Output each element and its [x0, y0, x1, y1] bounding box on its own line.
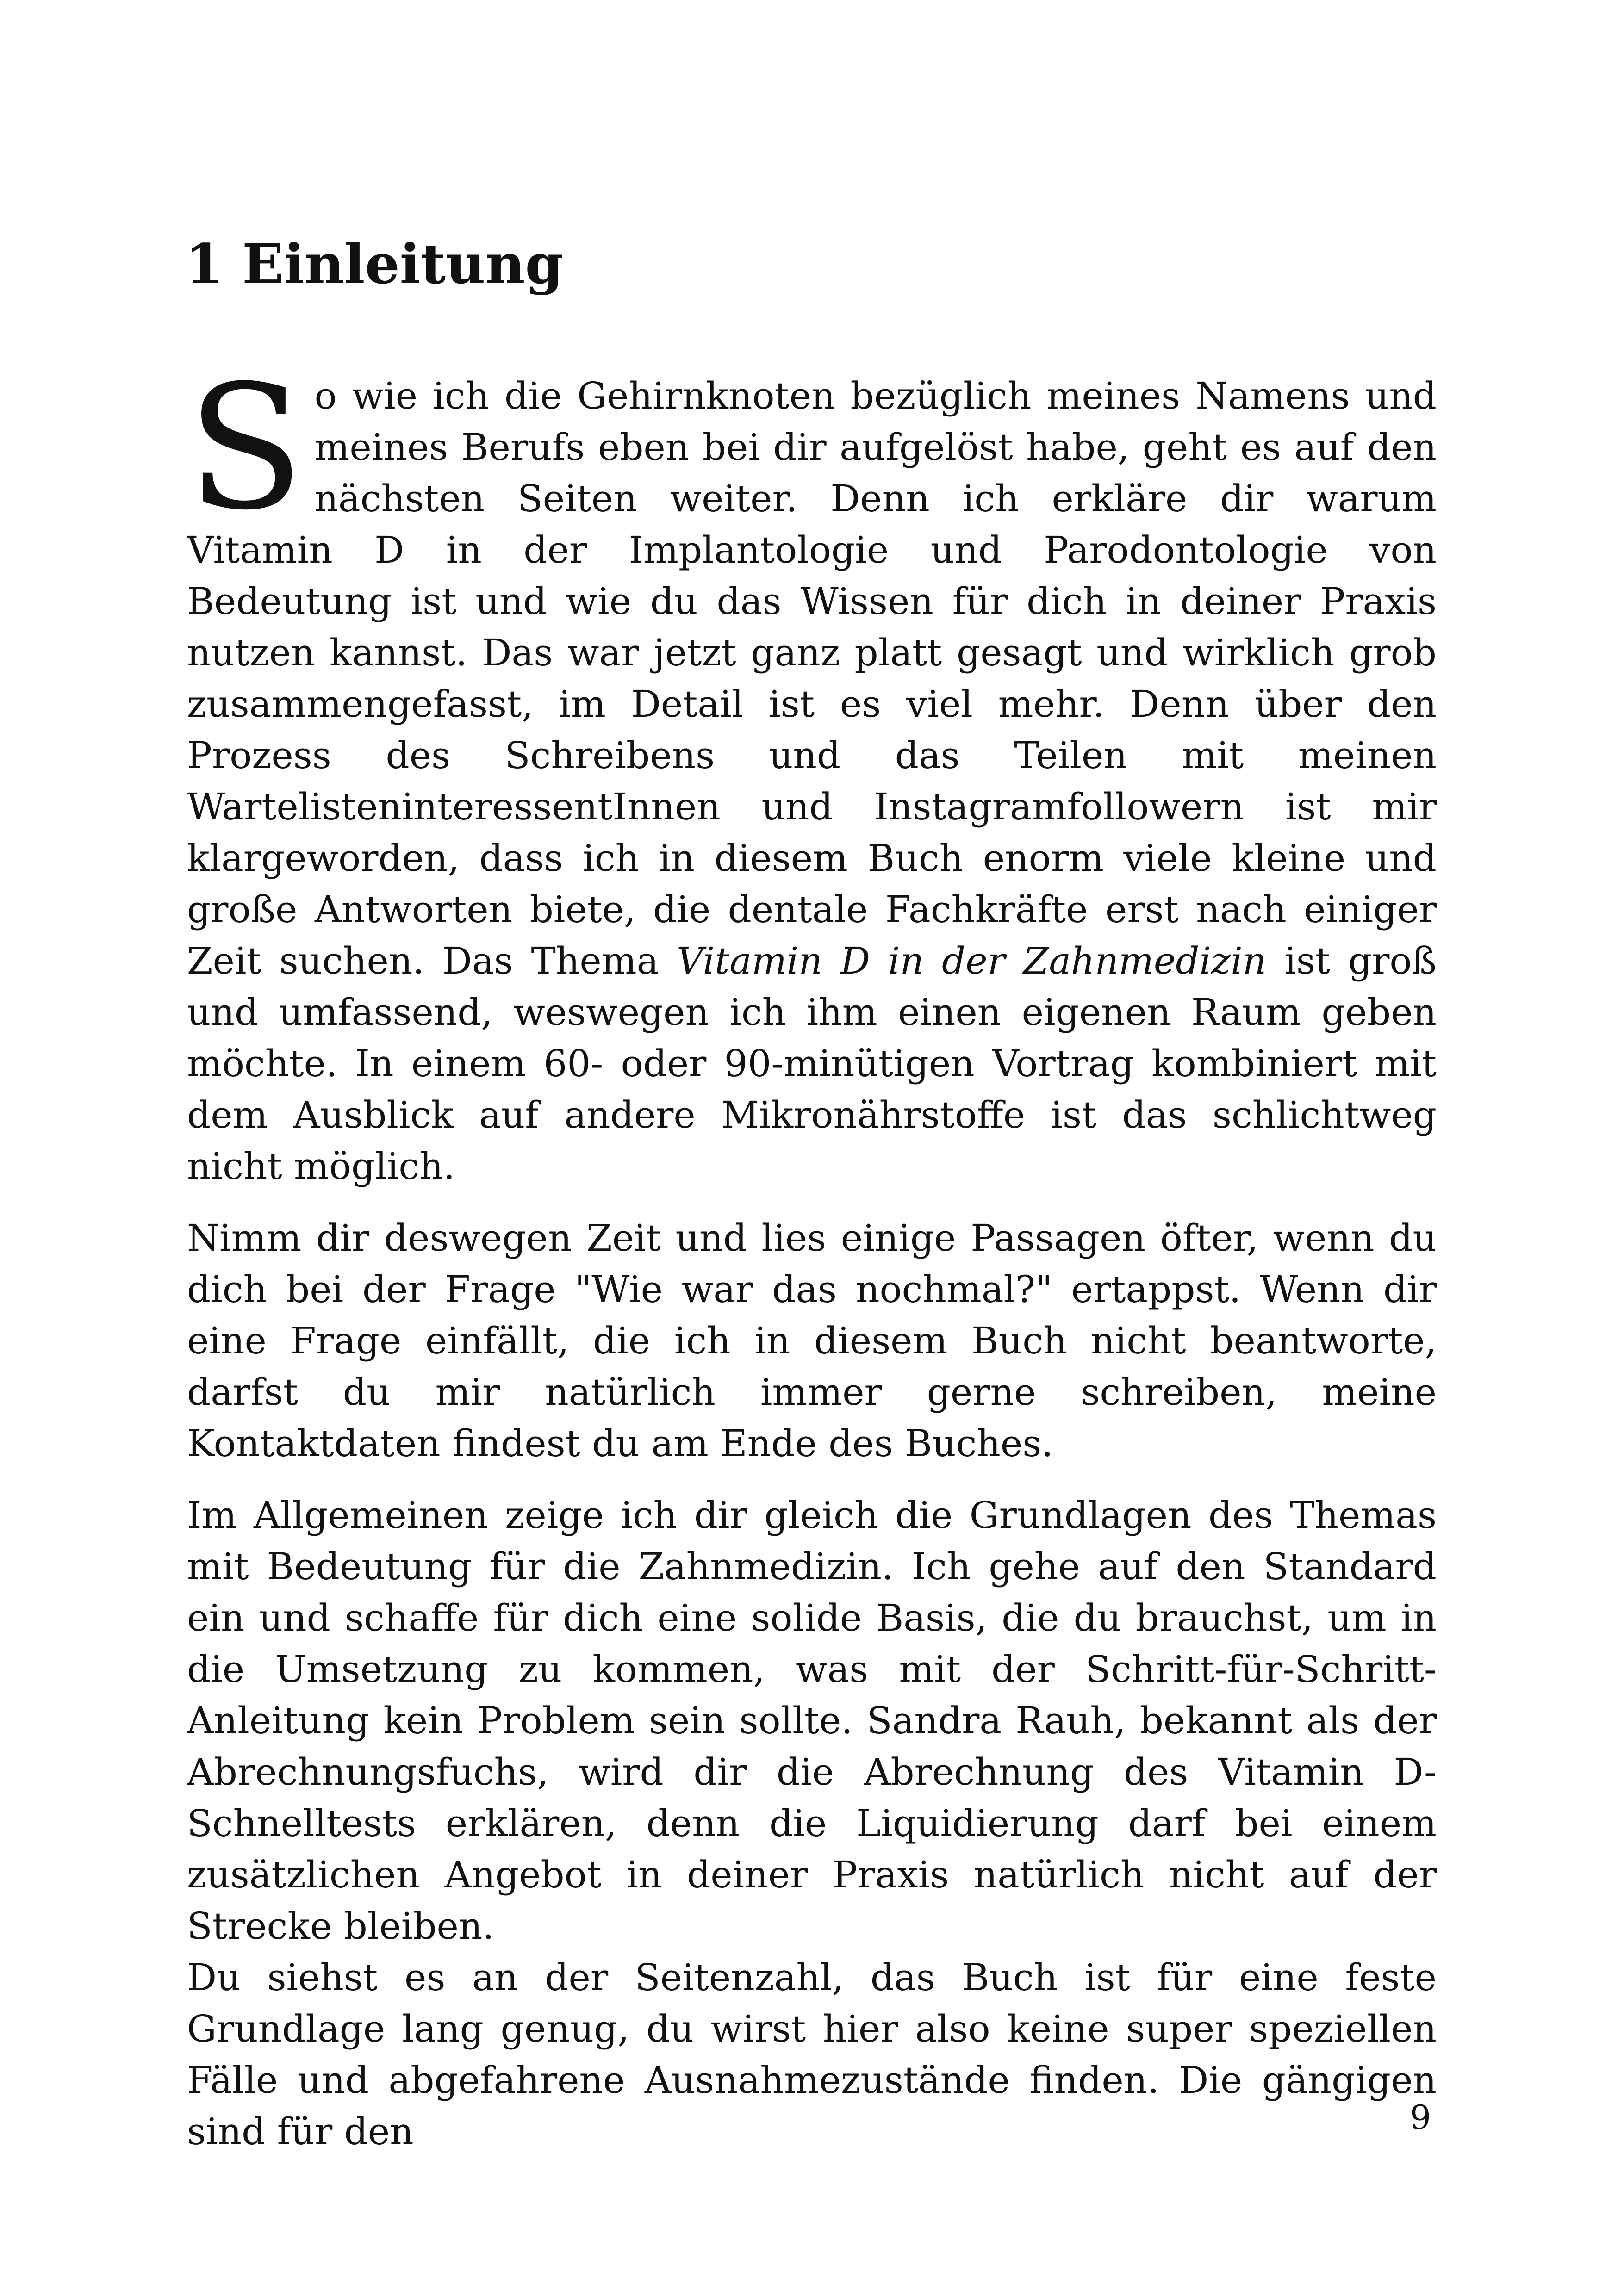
page-number: 9 — [1410, 2098, 1431, 2137]
paragraph-intro-text-a: o wie ich die Gehirnknoten bezüglich meines Namens und meines Berufs eben bei dir aufgelöst habe, geht es auf den nächsten Seiten weiter. Denn ich erkläre dir warum Vitamin D in der Implantologie und Parodontologie von Bedeutung ist und wie du das Wissen für dich in deiner Praxis nutzen kannst. Das war jetzt ganz platt gesagt und wirklich grob zusammengefasst, im Detail ist es viel mehr. Denn über den Prozess des Schreibens und das Teilen mit meinen WartelisteninteressentInnen und Instagramfollowern ist mir klargeworden, dass ich in diesem Buch enorm viele kleine und große Antworten biete, die dentale Fachkräfte erst nach einiger Zeit suchen. Das Thema — [187, 374, 1437, 982]
paragraph-take-time: Nimm dir deswegen Zeit und lies einige Passagen öfter, wenn du dich bei der Frage "Wie war das nochmal?" ertappst. Wenn dir eine Frage einfällt, die ich in diesem Buch nicht beantworte, darfst du mir natürlich immer gerne schreiben, meine Kontaktdaten findest du am Ende des Buches. — [187, 1216, 1437, 1465]
paragraph-intro-text-b: ist groß und umfassend, weswegen ich ihm einen eigenen Raum geben möchte. In einem 60- oder 90-minütigen Vortrag kombiniert mit dem Ausblick auf andere Mikronährstoffe ist das schlichtweg nicht möglich. — [187, 939, 1437, 1188]
book-topic-italic: Vitamin D in der Zahnmedizin — [677, 939, 1267, 982]
chapter-body — [187, 349, 1437, 2157]
paragraph-page-count: Du siehst es an der Seitenzahl, das Buch ist für eine feste Grundlage lang genug, du wirst hier also keine super speziellen Fälle und abgefahrene Ausnahmezustände finden. Die gängigen sind für den — [187, 1956, 1437, 2153]
paragraph-intro — [187, 349, 1437, 1192]
drop-cap: S — [187, 349, 305, 548]
paragraph-basics: Im Allgemeinen zeige ich dir gleich die Grundlagen des Themas mit Bedeutung für die Zahnmedizin. Ich gehe auf den Standard ein und schaffe für dich eine solide Basis, die du brauchst, um in die Umsetzung zu kommen, was mit der Schritt-für-Schritt-Anleitung kein Problem sein sollte. Sandra Rauh, bekannt als der Abrechnungsfuchs, wird dir die Abrechnung des Vitamin D-Schnelltests erklären, denn die Liquidierung darf bei einem zusätzlichen Angebot in deiner Praxis natürlich nicht auf der Strecke bleiben. — [187, 1494, 1437, 1948]
chapter-title: 1 Einleitung — [185, 232, 564, 296]
